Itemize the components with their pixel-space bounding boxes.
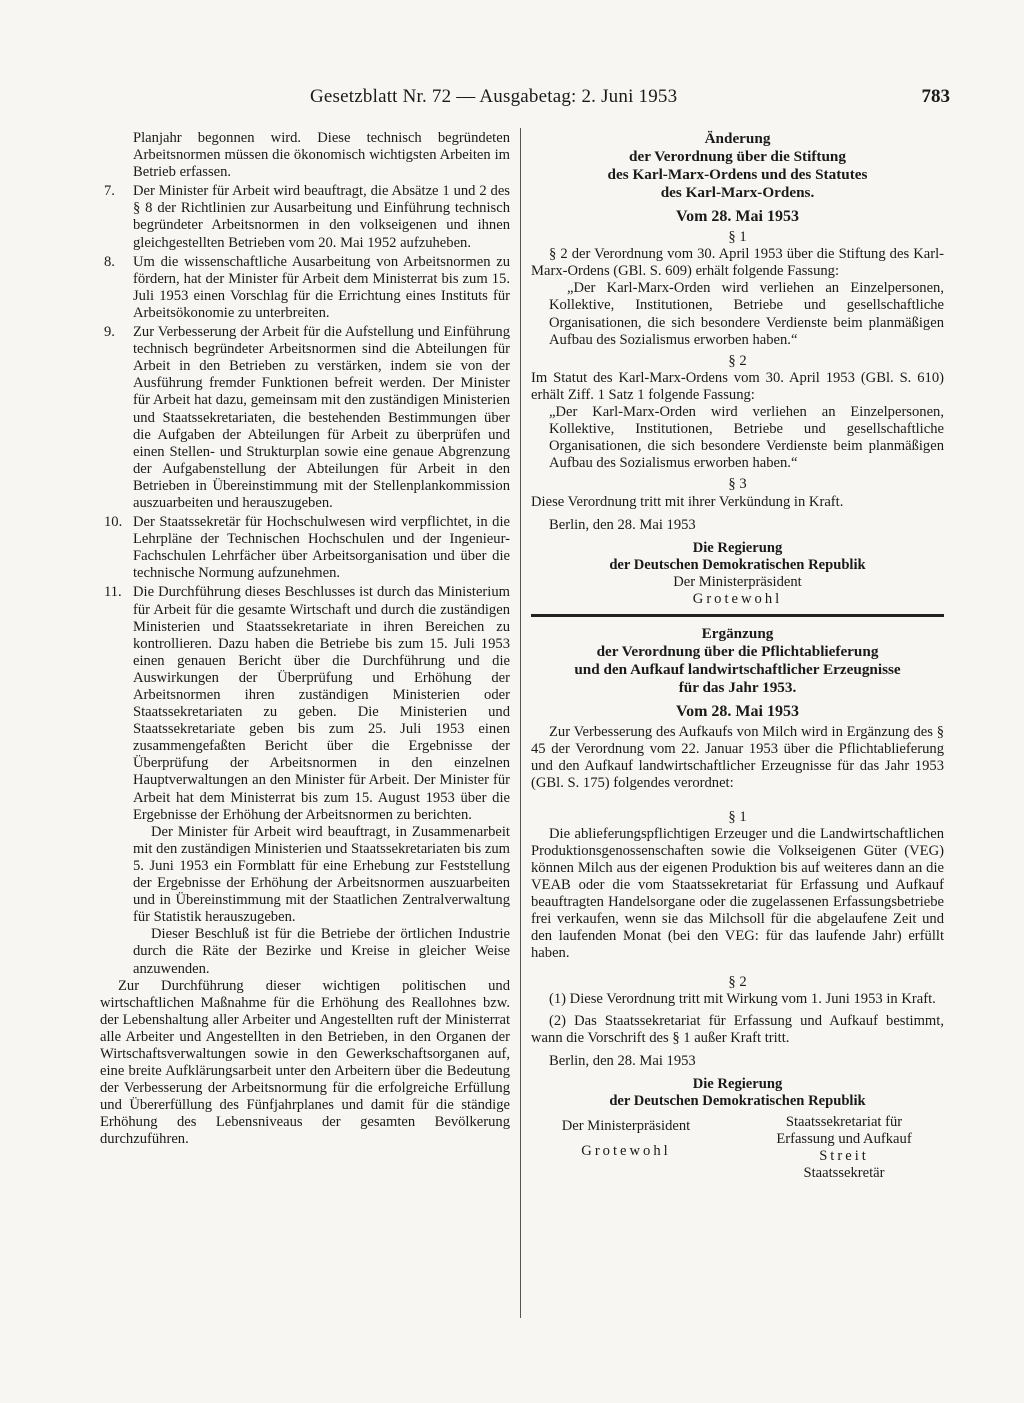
section-heading: § 3 [728,476,747,493]
column-divider [520,128,521,1318]
government-line-2: der Deutschen Demokratischen Republik [609,1092,866,1109]
signatory-role: Der Ministerpräsident [673,573,802,590]
item-text: Der Staatssekretär für Hochschulwesen wird verpflichtet, in die Lehrpläne der Technischen Hochschulen und der Ingenieur-Fachschulen Lehrfächer über Arbeitsorganisation und über die technische Normung aufzunehmen. [133,514,510,582]
government-line-2: der Deutschen Demokratischen Republik [609,556,866,573]
closing-paragraph: Zur Durchführung dieser wichtigen politischen und wirtschaftlichen Maßnahme für die Erhöhung des Reallohnes bzw. der Lebenshaltung aller Arbeiter und Angestellten ruft der Ministerrat alle Arbeiter und Angestellten in den Betrieben, in den Organen der Wirtschaftsverwaltungen sowie in den Gewerkschaftsorganen auf, eine breite Aufklärungsarbeit unter den Arbeitern über die Bedeutung der Verbesserung der Arbeitsnormung für die erfolgreiche Erfüllung und Übererfüllung des Fünfjahrplanes und damit für die ständige Erhöhung des Lebensniveaus der gesamten Bevölkerung durchzuführen. [100,977,510,1148]
article-title-line: des Karl-Marx-Ordens. [660,184,815,201]
left-intro: Planjahr begonnen wird. Diese technisch begründeten Arbeitsnormen müssen die ökonomisch wichtigsten Arbeiten im Betrieb erfassen. [133,130,510,181]
signatory-name: Grotewohl [692,590,783,607]
government-line-1: Die Regierung [692,539,783,556]
item-number: 11. [104,584,122,601]
list-item [100,324,510,512]
article-date: Vom 28. Mai 1953 [676,208,799,225]
signature-left [531,1114,721,1182]
signatory-role: Der Ministerpräsident [561,1118,691,1135]
item11-paragraph-3: Dieser Beschluß ist für die Betriebe der örtlichen Industrie durch die Räte der Bezirke und Kreise in gleicher Weise anzuwenden. [133,926,510,977]
page-header [300,86,950,116]
section-text: Die ablieferungspflichtigen Erzeuger und die Landwirtschaftlichen Produktionsgenossenschaften sowie die Volkseigenen Güter (VEG) können Milch aus der eigenen Produktion bis auf weiteres dann an die VEAB oder die vom Staatssekretariat für Erfassung und Aufkauf beauftragten Handelsorgane oder die zugelassenen Erfassungsbetriebe frei verkaufen, wenn sie das Milchsoll für die abgelaufene Zeit und den laufenden Monat (bei den VEG: für das laufende Jahr) erfüllt haben. [531,825,944,962]
article-title-line: Änderung [704,130,771,147]
signatory-name: Grotewohl [581,1143,671,1160]
item-number: 10. [104,514,123,531]
item-text: Um die wissenschaftliche Ausarbeitung von Arbeitsnormen zu fördern, hat der Minister für Arbeit dem Ministerrat bis zum 15. Juli 1953 einen Vorschlag für die Errichtung eines Instituts für Arbeitsökonomie zu unterbreiten. [133,253,510,321]
article-title-line: der Verordnung über die Stiftung [629,148,846,165]
list-item [100,584,510,823]
list-item [100,254,510,322]
article-title-line: Ergänzung [701,625,774,643]
right-column [531,130,944,1182]
article-title-line: für das Jahr 1953. [678,679,797,697]
article-karl-marx-orden [531,130,944,608]
section-text: Diese Verordnung tritt mit ihrer Verkündung in Kraft. [531,493,844,510]
section-heading: § 2 [728,974,747,991]
article-title-line: des Karl-Marx-Ordens und des Statutes [607,166,868,183]
section-heading: § 1 [728,808,747,825]
article-title-line: der Verordnung über die Pflichtablieferung [596,643,879,661]
place-date: Berlin, den 28. Mai 1953 [549,1052,696,1069]
article-divider [531,614,944,617]
list-item [100,514,510,582]
item11-paragraph-2: Der Minister für Arbeit wird beauftragt, in Zusammenarbeit mit den zuständigen Ministerien und Staatssekretariaten bis zum 5. Juni 1953 ein Formblatt für eine Erhebung zur Feststellung der Ergebnisse der Erhöhung der Arbeitsnormen auszuarbeiten und in Übereinstimmung mit der Staatlichen Zentralverwaltung für Statistik herauszugeben. [133,823,510,926]
section-text: § 2 der Verordnung vom 30. April 1953 über die Stiftung des Karl-Marx-Ordens (GBl. S. 609) erhält folgende Fassung: [531,246,944,280]
section-heading: § 1 [728,229,747,246]
item-number: 8. [104,253,115,270]
signatory-org: Erfassung und Aufkauf [776,1131,912,1148]
left-column [100,130,510,1149]
signatory-name: Streit [819,1148,869,1165]
article-title-line: und den Aufkauf landwirtschaftlicher Erzeugnisse [574,661,901,679]
item-text: Der Minister für Arbeit wird beauftragt, die Absätze 1 und 2 des § 8 der Richtlinien zur Ausarbeitung und Einführung technisch begründeter Arbeitsnormen in den volkseigenen und ihnen gleichgestellten Betrieben vom 20. Mai 1952 aufzuheben. [133,183,510,251]
preamble: Zur Verbesserung des Aufkaufs von Milch wird in Ergänzung des § 45 der Verordnung vom 22. Januar 1953 über die Pflichtablieferung und den Aufkauf landwirtschaftlicher Erzeugnisse für das Jahr 1953 (GBl. S. 175) folgendes verordnet: [531,724,944,792]
item-number: 9. [104,324,115,341]
signature-block [531,1114,944,1182]
government-line-1: Die Regierung [692,1075,783,1092]
section-quote: „Der Karl-Marx-Orden wird verliehen an Einzelpersonen, Kollektive, Institutionen, Betriebe und gesellschaftliche Organisationen, die sich besondere Verdienste beim planmäßigen Aufbau des Sozialismus erworben haben.“ [549,404,944,472]
item-text: Zur Verbesserung der Arbeit für die Aufstellung und Einführung technisch begründeter Arbeitsnormen sind die Abteilungen für Arbeit in den Betrieben zu verstärken, indem sie von der Ausführung fremder Funktionen befreit werden. Der Minister für Arbeit hat dazu, gemeinsam mit den zuständigen Ministerien und Staatssekretariaten, die bestehenden Bestimmungen über die Aufgaben der Abteilungen für Arbeit zu überprüfen und einen Stellen- und Strukturplan sowie eine genaue Abgrenzung der Aufgabenstellung der Abteilungen für Arbeit in den Betrieben in Übereinstimmung mit der Stellenplankommission auszuarbeiten und herauszugeben. [133,324,510,511]
signatory-role: Staatssekretär [803,1165,885,1182]
article-date: Vom 28. Mai 1953 [676,703,799,721]
item-number: 7. [104,183,115,200]
list-item [100,183,510,251]
signatory-org: Staatssekretariat für [785,1114,903,1131]
section-text: Im Statut des Karl-Marx-Ordens vom 30. April 1953 (GBl. S. 610) erhält Ziff. 1 Satz 1 folgende Fassung: [531,369,944,403]
signature-right [744,1114,944,1182]
section-text: (2) Das Staatssekretariat für Erfassung und Aufkauf bestimmt, wann die Vorschrift des § 1 außer Kraft tritt. [531,1012,944,1046]
page-number: 783 [921,86,950,107]
header-title: Gesetzblatt Nr. 72 — Ausgabetag: 2. Juni 1953 [310,86,678,107]
place-date: Berlin, den 28. Mai 1953 [549,516,696,533]
item-text: Die Durchführung dieses Beschlusses ist durch das Ministerium für Arbeit für die gesamte Wirtschaft und durch die zuständigen Ministerien und Staatssekretariate in ihren Bereichen zu kontrollieren. Dazu haben die Betriebe bis zum 15. Juli 1953 einen genauen Bericht über die Durchführung und die Auswirkungen der Überprüfung und Erhöhung der Arbeitsnormen ihren zuständigen Ministerien oder Staatssekretariaten zu geben. Die Ministerien und Staatssekretariate geben bis zum 25. Juli 1953 einen zusammengefaßten Bericht über die Ergebnisse der Überprüfung der Arbeitsnormen in den einzelnen Hauptverwaltungen an den Minister für Arbeit. Der Minister für Arbeit hat dem Ministerrat bis zum 15. August 1953 über die Ergebnisse der Erhöhung der Arbeitsnormen zu berichten. [133,584,510,823]
section-quote: „Der Karl-Marx-Orden wird verliehen an Einzelpersonen, Kollektive, Institutionen, Betriebe und gesellschaftliche Organisationen, die sich besondere Verdienste beim planmäßigen Aufbau des Sozialismus erworben haben.“ [549,280,944,348]
section-text: (1) Diese Verordnung tritt mit Wirkung vom 1. Juni 1953 in Kraft. [549,991,936,1008]
section-heading: § 2 [728,352,747,369]
article-pflichtablieferung [531,625,944,1182]
